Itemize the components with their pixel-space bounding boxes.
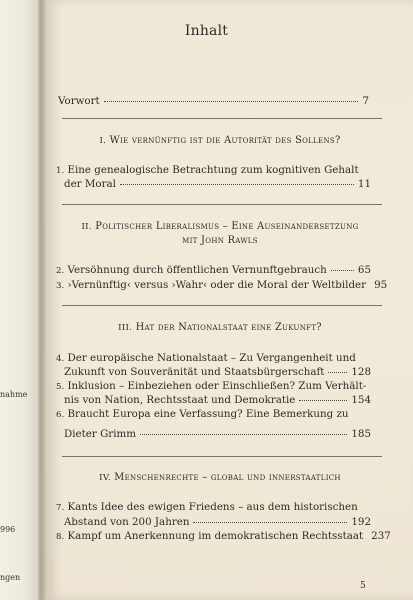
entry-title: Kampf um Anerkennung im demokratischen Rechtsstaat (67, 530, 364, 542)
dot-leader (328, 372, 347, 373)
section-number: I. (99, 136, 107, 146)
section-divider (62, 456, 382, 457)
toc-entry-vorwort (58, 95, 369, 108)
section-heading-4 (60, 471, 380, 485)
entry-page-number: 11 (357, 178, 371, 190)
entry-number: 6. (56, 410, 65, 420)
entry-page-number: 95 (374, 279, 388, 291)
toc-entry-line (56, 501, 358, 515)
toc-entry-line (64, 428, 371, 441)
section-title: Politischer Liberalismus – Eine Auseinandersetzung (95, 221, 359, 232)
entry-title: Braucht Europa eine Verfassung? Eine Bemerkung zu (67, 408, 349, 420)
entry-number: 2. (56, 266, 65, 276)
toc-entry-line (64, 394, 371, 407)
section-heading-2 (60, 220, 380, 234)
entry-title: Kants Idee des ewigen Friedens – aus dem historischen (67, 501, 358, 513)
section-heading-1 (60, 134, 380, 148)
left-page-fragment: ngen (0, 573, 21, 582)
toc-entry-line (56, 279, 388, 293)
toc-entry-line (56, 408, 349, 422)
dot-leader (104, 101, 359, 102)
section-divider (62, 204, 382, 205)
entry-title: Vorwort (58, 95, 100, 107)
entry-number: 1. (56, 166, 65, 176)
toc-entry-line (64, 516, 371, 529)
entry-title: Inklusion – Einbeziehen oder Einschließen? Zum Verhält- (67, 380, 367, 392)
section-heading-2-continued (60, 234, 380, 248)
section-title: Menschenrechte – global und innerstaatlich (114, 472, 341, 483)
page-title: Inhalt (184, 23, 229, 39)
entry-title-continued: Dieter Grimm (64, 428, 137, 440)
toc-entry-line (56, 164, 359, 178)
section-title-continued: mit John Rawls (182, 235, 258, 246)
entry-page-number: 128 (351, 366, 371, 378)
entry-title-continued: Zukunft von Souveränität und Staatsbürgerschaft (64, 366, 325, 378)
toc-entry-line (56, 530, 391, 544)
section-divider (62, 118, 382, 119)
left-page-fragment: 996 (0, 525, 16, 534)
entry-title-continued: nis von Nation, Rechtsstaat und Demokratie (64, 394, 296, 406)
entry-page-number: 7 (362, 95, 369, 107)
toc-entry-line (56, 352, 356, 366)
entry-number: 5. (56, 382, 65, 392)
entry-title-continued: der Moral (64, 178, 116, 190)
entry-page-number: 192 (351, 516, 371, 528)
dot-leader (331, 270, 354, 271)
section-number: IV. (99, 473, 111, 483)
entry-title: Der europäische Nationalstaat – Zu Vergangenheit und (67, 352, 356, 364)
left-page-fragment: nahme (0, 390, 28, 399)
entry-title-continued: Abstand von 200 Jahren (64, 516, 190, 528)
entry-page-number: 237 (371, 530, 391, 542)
dot-leader (299, 400, 347, 401)
entry-number: 8. (56, 532, 65, 542)
section-heading-3 (60, 321, 380, 335)
entry-title: ›Vernünftig‹ versus ›Wahr‹ oder die Moral der Weltbilder (67, 279, 367, 291)
entry-title: Eine genealogische Betrachtung zum kognitiven Gehalt (67, 164, 359, 176)
entry-page-number: 185 (351, 428, 371, 440)
dot-leader (140, 434, 347, 435)
entry-number: 4. (56, 354, 65, 364)
entry-page-number: 65 (357, 264, 371, 276)
entry-number: 7. (56, 503, 65, 513)
entry-number: 3. (56, 281, 65, 291)
section-divider (62, 305, 382, 306)
section-title: Wie vernünftig ist die Autorität des Sollens? (109, 135, 341, 146)
section-number: III. (118, 323, 133, 333)
entry-title: Versöhnung durch öffentlichen Vernunftgebrauch (67, 264, 327, 276)
entry-page-number: 154 (351, 394, 371, 406)
toc-entry-line (64, 178, 371, 191)
toc-entry-line (56, 380, 366, 394)
dot-leader (193, 522, 347, 523)
section-title: Hat der Nationalstaat eine Zukunft? (135, 322, 322, 333)
section-number: II. (81, 222, 92, 232)
toc-entry-line (56, 264, 371, 278)
toc-entry-line (64, 366, 371, 379)
dot-leader (120, 184, 354, 185)
page-folio: 5 (360, 581, 366, 591)
